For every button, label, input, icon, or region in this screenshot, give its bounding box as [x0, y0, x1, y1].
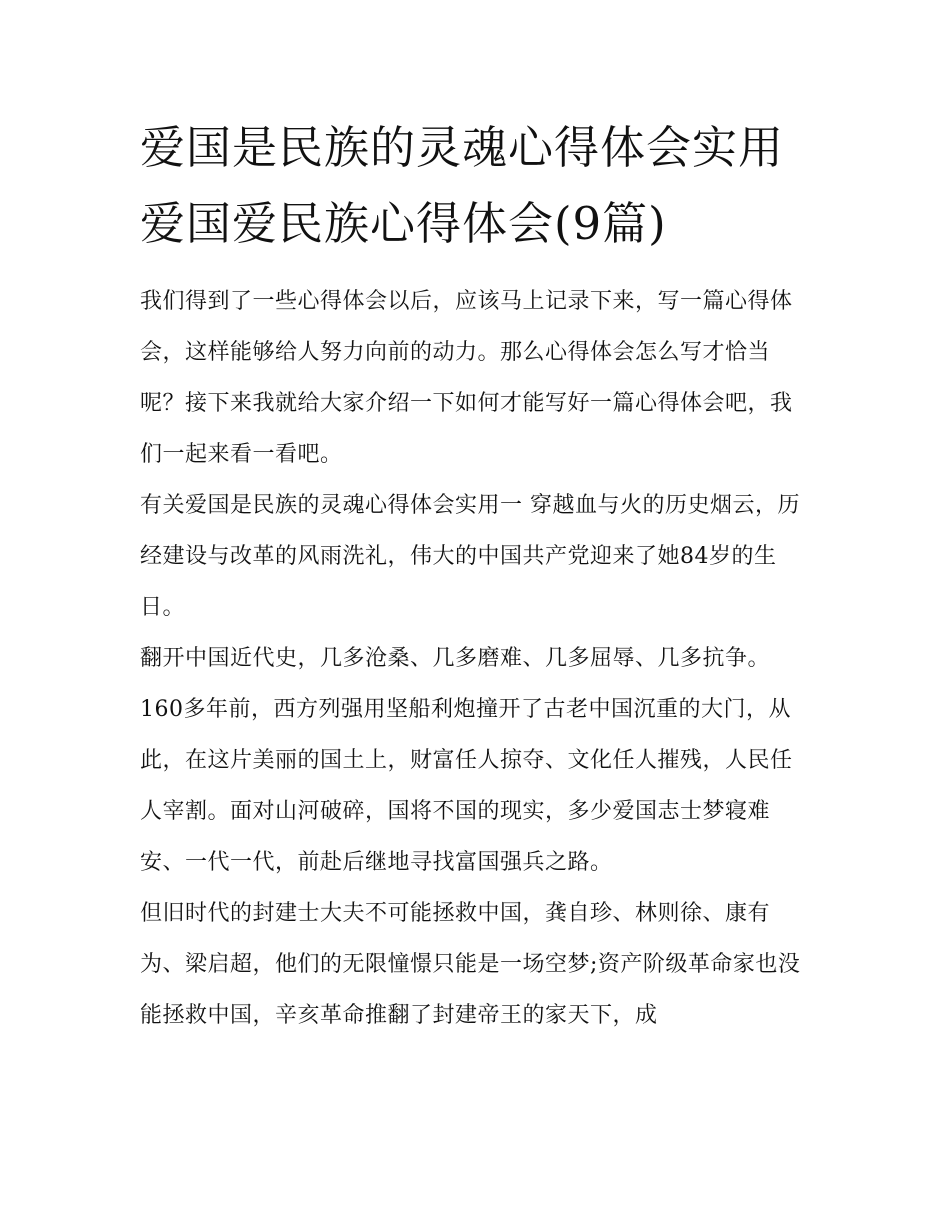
- document-page: [140, 110, 812, 1041]
- document-title: 爱国是民族的灵魂心得体会实用 爱国爱民族心得体会(9篇): [140, 121, 785, 250]
- paragraph-intro: 我们得到了一些心得体会以后，应该马上记录下来，写一篇心得体会，这样能够给人努力向前的动力。那么心得体会怎么写才恰当呢？接下来我就给大家介绍一下如何才能写好一篇心得体会吧，我们一起来看一看吧。: [140, 289, 793, 467]
- paragraph-3: 但旧时代的封建士大夫不可能拯救中国，龚自珍、林则徐、康有为、梁启超，他们的无限憧憬只能是一场空梦;资产阶级革命家也没能拯救中国，辛亥革命推翻了封建帝王的家天下，成: [140, 901, 801, 1028]
- paragraph-2: 翻开中国近代史，几多沧桑、几多磨难、几多屈辱、几多抗争。160多年前，西方列强用坚船利炮撞开了古老中国沉重的大门，从此，在这片美丽的国土上，财富任人掠夺、文化任人摧残，人民任人宰割。面对山河破碎，国将不国的现实，多少爱国志士梦寝难安、一代一代，前赴后继地寻找富国强兵之路。: [140, 646, 793, 875]
- paragraph-1: 有关爱国是民族的灵魂心得体会实用一 穿越血与火的历史烟云，历经建设与改革的风雨洗礼，伟大的中国共产党迎来了她84岁的生日。: [140, 493, 800, 620]
